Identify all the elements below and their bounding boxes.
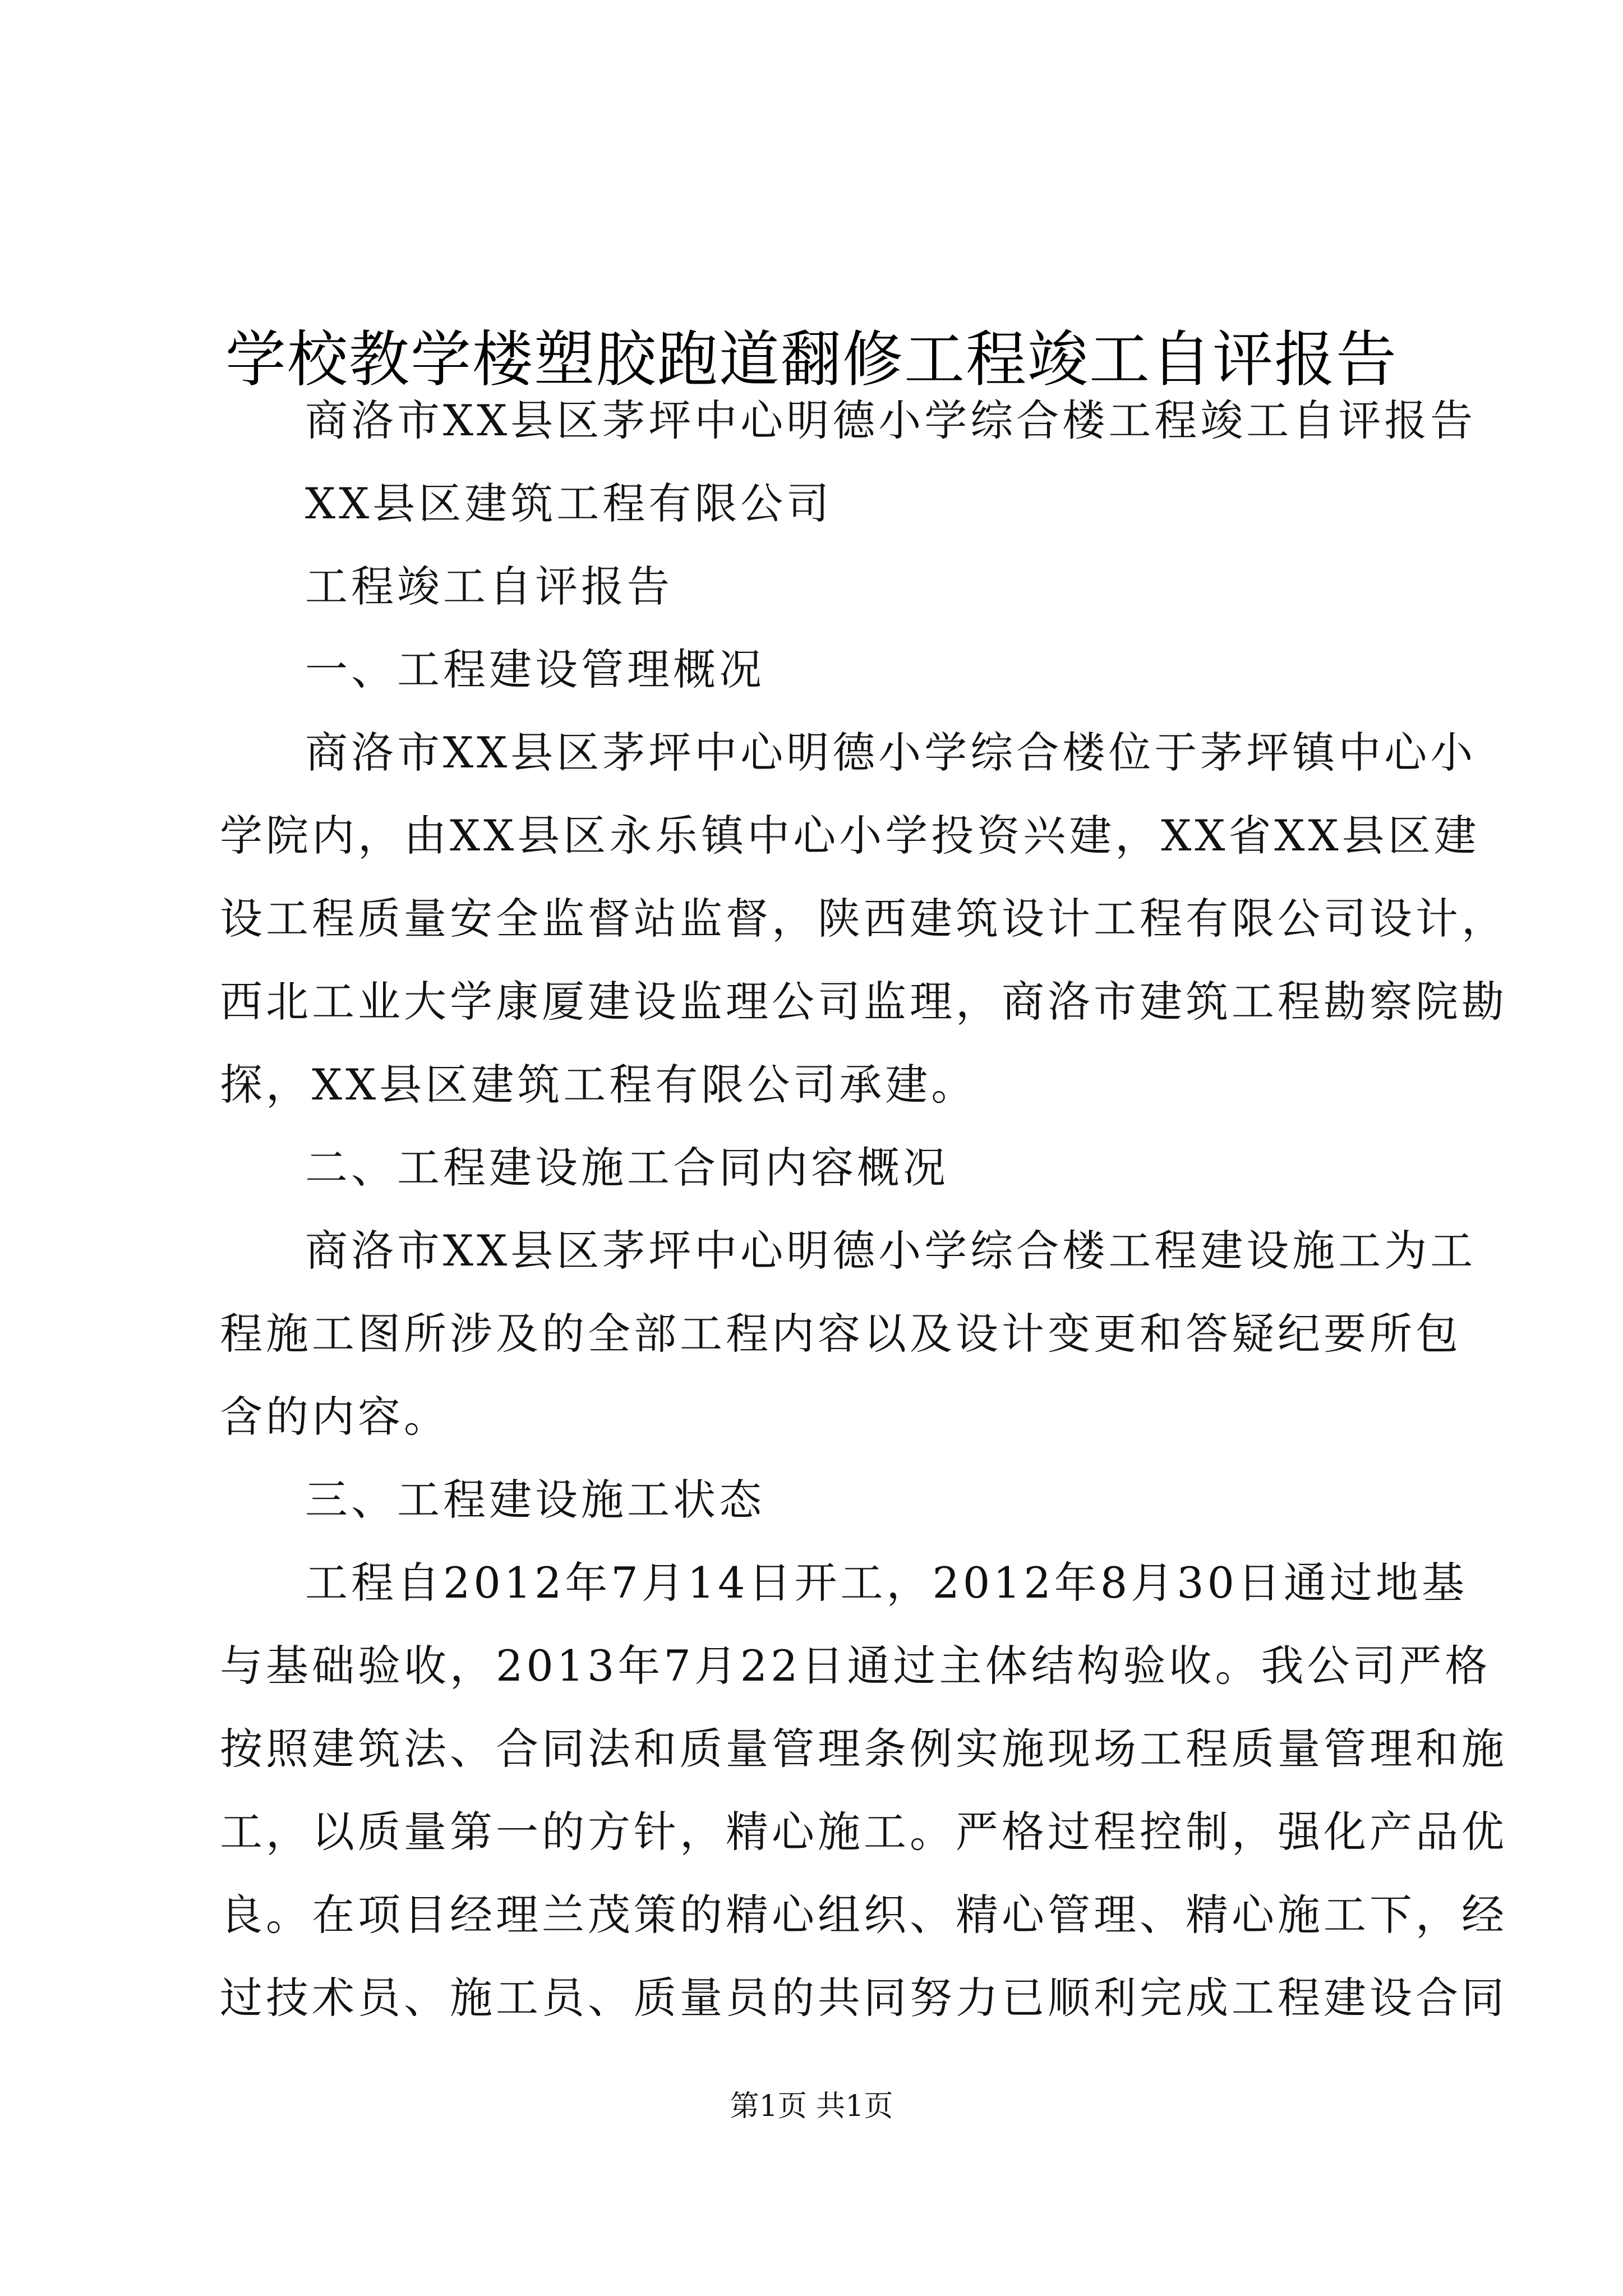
paragraph-line: 按照建筑法、合同法和质量管理条例实施现场工程质量管理和施	[220, 1724, 1507, 1774]
paragraph-line: 工，以质量第一的方针，精心施工。严格过程控制，强化产品优	[220, 1807, 1507, 1857]
section-heading-3: 三、工程建设施工状态	[305, 1475, 765, 1525]
paragraph-line: 良。在项目经理兰茂策的精心组织、精心管理、精心施工下，经	[220, 1890, 1507, 1940]
paragraph-line: 与基础验收，2013年7月22日通过主体结构验收。我公司严格	[220, 1641, 1491, 1691]
document-title: 学校教学楼塑胶跑道翻修工程竣工自评报告	[225, 325, 1398, 395]
document-body	[220, 379, 1507, 2040]
paragraph-line: 程施工图所涉及的全部工程内容以及设计变更和答疑纪要所包	[220, 1309, 1461, 1359]
section-heading-1: 一、工程建设管理概况	[305, 645, 765, 694]
paragraph-line: 学院内，由XX县区永乐镇中心小学投资兴建，XX省XX县区建	[220, 811, 1480, 861]
report-heading-line: 工程竣工自评报告	[305, 562, 673, 611]
page-number: 第1页 共1页	[730, 2090, 893, 2123]
paragraph-line: 设工程质量安全监督站监督，陕西建筑设计工程有限公司设计，	[220, 894, 1507, 944]
section-heading-2: 二、工程建设施工合同内容概况	[305, 1143, 949, 1193]
page-footer	[0, 2087, 1623, 2126]
subtitle-line: 商洛市XX县区茅坪中心明德小学综合楼工程竣工自评报告	[305, 395, 1477, 445]
paragraph-line: 工程自2012年7月14日开工，2012年8月30日通过地基	[305, 1558, 1468, 1608]
paragraph-line: 含的内容。	[220, 1392, 450, 1442]
paragraph-line: 探，XX县区建筑工程有限公司承建。	[220, 1060, 978, 1110]
paragraph-line: 商洛市XX县区茅坪中心明德小学综合楼位于茅坪镇中心小	[305, 728, 1477, 777]
paragraph-line: 商洛市XX县区茅坪中心明德小学综合楼工程建设施工为工	[305, 1226, 1477, 1276]
company-line: XX县区建筑工程有限公司	[305, 478, 833, 528]
paragraph-line: 西北工业大学康厦建设监理公司监理，商洛市建筑工程勘察院勘	[220, 977, 1507, 1027]
paragraph-line: 过技术员、施工员、质量员的共同努力已顺利完成工程建设合同	[220, 1973, 1507, 2023]
